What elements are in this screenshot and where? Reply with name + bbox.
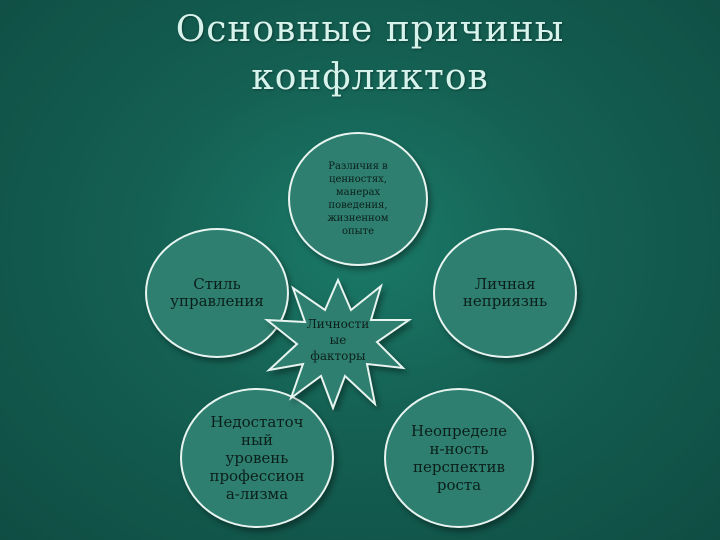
node-style-label: Стиль управления — [170, 275, 264, 310]
center-burst — [263, 272, 413, 412]
title-line-2: конфликтов — [251, 57, 489, 98]
page-title — [120, 6, 620, 102]
center-label: Личности ые факторы — [306, 317, 370, 363]
node-uncertainty-label: Неопределе н-ность перспектив роста — [411, 422, 507, 494]
node-values-differences — [288, 132, 428, 266]
title-line-1: Основные причины — [175, 9, 565, 50]
node-personal-dislike — [433, 228, 577, 358]
node-dislike-label: Личная неприязнь — [462, 275, 548, 310]
node-professionalism-label: Недостаточ ный уровень профессион а-лизма — [209, 413, 305, 503]
node-values-label: Различия в ценностях, манерах поведения, жизненном опыте — [327, 161, 389, 237]
